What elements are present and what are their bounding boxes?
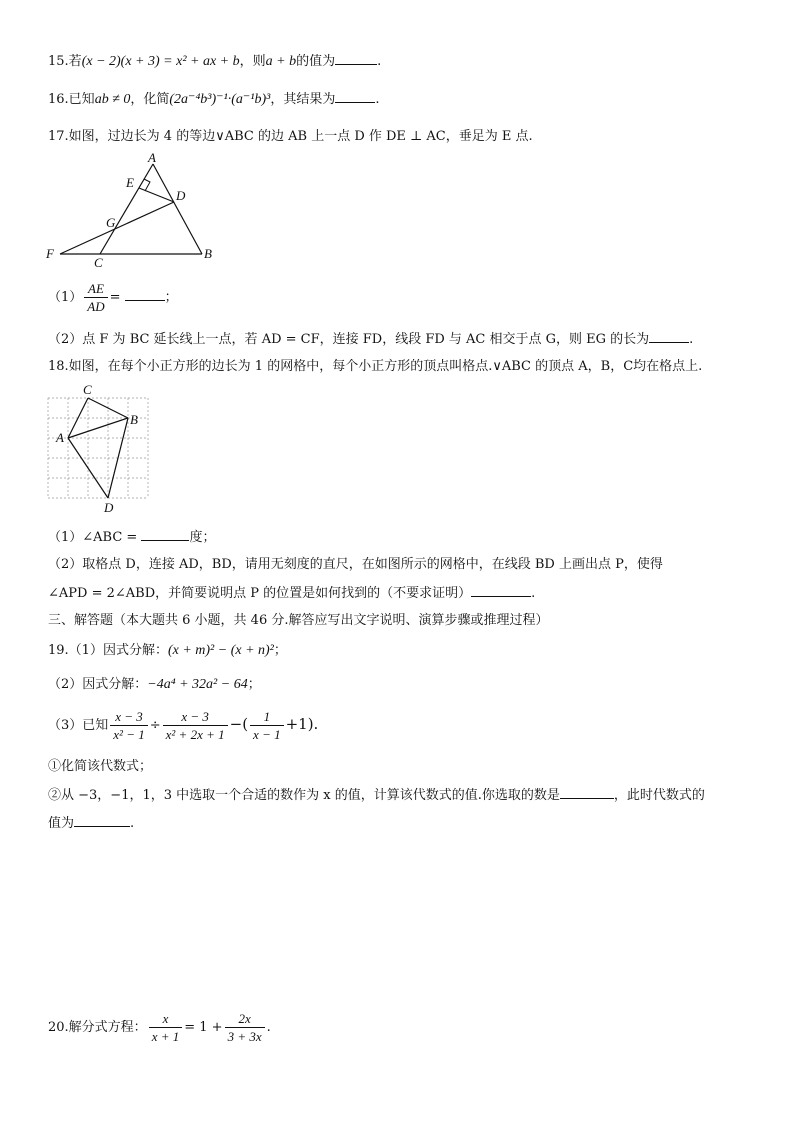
q15-mid: ，则 (239, 54, 266, 69)
q19-fraction-1 (110, 709, 147, 742)
q17-p2-answer-blank[interactable] (649, 330, 689, 343)
q19-p1-end: ； (273, 643, 287, 658)
q19-part3 (48, 706, 318, 744)
q20-eq: = 1 + (184, 1020, 223, 1035)
q17-triangle-figure (40, 150, 230, 268)
q19-op-minus: −( (229, 715, 249, 733)
q15-line: 15.若(x − 2)(x + 3) = x² + ax + b，则a + b的值为 . (48, 54, 382, 69)
q16-expression: (2a⁻⁴b³)⁻¹·(a⁻¹b)³ (169, 92, 271, 107)
q18-part2-line2: ∠APD = 2∠ABD，并简要说明点 P 的位置是如何找到的（不要求证明） . (48, 586, 536, 601)
q20-f2-numerator: 2x (238, 1011, 251, 1026)
q19-f3-denominator: x − 1 (250, 725, 284, 742)
q15-equation: (x − 2)(x + 3) = x² + ax + b (81, 54, 240, 69)
q20-fraction-1 (149, 1011, 183, 1044)
q17-p1-eq: = (109, 290, 121, 305)
q16-line: 16.已知ab ≠ 0，化简(2a⁻⁴b³)⁻¹·(a⁻¹b)³，其结果为 . (48, 92, 380, 107)
q17-label-e: E (126, 175, 134, 190)
q20-prefix: 20.解分式方程： (48, 1020, 147, 1035)
q17-label-f: F (46, 246, 54, 261)
q18-part1 (48, 528, 215, 547)
q19-sub2-line2-text: 值为 (48, 816, 75, 831)
q17-p1-numerator: AE (88, 281, 104, 296)
q20-f2-denominator: 3 + 3x (225, 1027, 265, 1044)
q19-p3-prefix: （3）已知 (48, 718, 109, 733)
q20-f1-numerator: x (162, 1011, 169, 1026)
q19-sub1: ①化简该代数式； (48, 759, 153, 774)
q19-sub2-mid: ，此时代数式的 (613, 788, 705, 803)
q18-label-c: C (83, 382, 92, 397)
q18-grid-figure (40, 380, 160, 514)
q16-condition: ab ≠ 0 (94, 92, 131, 107)
q19-p2-expression: −4a⁴ + 32a² − 64 (147, 677, 248, 692)
q17-label-a: A (148, 150, 156, 165)
q17-p1-label: （1） (48, 290, 83, 305)
q18-p2-line2-text: ∠APD = 2∠ABD，并简要说明点 P 的位置是如何找到的（不要求证明） (48, 586, 472, 601)
q19-f3-numerator: 1 (263, 709, 271, 724)
q19-p2-prefix: （2）因式分解： (48, 677, 148, 692)
q19-sub2 (48, 786, 705, 805)
q18-label-b: B (130, 412, 138, 427)
q16-mid: ，化简 (130, 92, 170, 107)
q15-ask: a + b (265, 54, 297, 69)
q19-sub2-blank-number[interactable] (560, 786, 614, 799)
q17-p1-fraction (84, 281, 107, 314)
q17-p1-answer-blank[interactable] (125, 288, 165, 301)
q19-op-div: ÷ (149, 718, 161, 733)
q19-tail: +1). (285, 715, 319, 733)
q18-text: 18.如图，在每个小正方形的边长为 1 的网格中，每个小正方形的顶点叫格点.∨ABC 的顶点 A，B，C均在格点上. (48, 359, 703, 374)
q19-sub2-line2: 值为 . (48, 816, 135, 831)
q17-text: 17.如图，过边长为 4 的等边∨ABC 的边 AB 上一点 D 作 DE ⊥ AC，垂足为 E 点. (48, 129, 533, 144)
q19-part2 (48, 676, 261, 694)
q19-p2-end: ； (247, 677, 261, 692)
q19-f1-denominator: x² − 1 (110, 725, 147, 742)
q19-sub2-text: ②从 −3，−1，1，3 中选取一个合适的数作为 x 的值，计算该代数式的值.你选取的数是 (48, 788, 560, 803)
q20-end: . (266, 1020, 271, 1035)
q18-label-d: D (104, 500, 114, 514)
q18-part2-line1: （2）取格点 D，连接 AD，BD，请用无刻度的直尺，在如图所示的网格中，在线段 BD 上画出点 P，使得 (48, 557, 663, 572)
q16-prefix: 16.已知 (48, 92, 95, 107)
q19-fraction-2 (163, 709, 228, 742)
q17-p1-denominator: AD (84, 297, 107, 314)
q19-f2-denominator: x² + 2x + 1 (163, 725, 228, 742)
q18-label-a: A (56, 430, 64, 445)
q17-part2: （2）点 F 为 BC 延长线上一点，若 AD = CF，连接 FD，线段 FD 与 AC 相交于点 G，则 EG 的长为 . (48, 332, 694, 347)
q17-p2-text: （2）点 F 为 BC 延长线上一点，若 AD = CF，连接 FD，线段 FD 与 AC 相交于点 G，则 EG 的长为 (48, 332, 650, 347)
q17-label-d: D (176, 188, 186, 203)
q19-p1-expression: (x + m)² − (x + n)² (167, 643, 274, 658)
q18-p1-answer-blank[interactable] (141, 528, 189, 541)
q17-label-c: C (94, 255, 103, 268)
q17-label-g: G (106, 215, 116, 230)
q16-answer-blank[interactable] (335, 90, 375, 103)
q16-suffix: ，其结果为 (270, 92, 336, 107)
q19-p1-prefix: 19.（1）因式分解： (48, 643, 168, 658)
q17-p1-end: ； (164, 290, 178, 305)
q20-f1-denominator: x + 1 (149, 1027, 183, 1044)
q17-part1 (48, 280, 178, 316)
q18-p2-answer-blank[interactable] (471, 584, 531, 597)
q20-line (48, 1010, 271, 1046)
section-3-heading: 三、解答题（本大题共 6 小题，共 46 分.解答应写出文字说明、演算步骤或推理过程） (48, 613, 549, 628)
q19-sub2-blank-value[interactable] (74, 814, 130, 827)
q19-fraction-3 (250, 709, 284, 742)
q17-label-b: B (204, 246, 212, 261)
q19-f1-numerator: x − 3 (115, 709, 143, 724)
q20-fraction-2 (225, 1011, 265, 1044)
q15-answer-blank[interactable] (335, 52, 377, 65)
q15-prefix: 15.若 (48, 54, 82, 69)
q19-part1 (48, 642, 287, 660)
q19-f2-numerator: x − 3 (181, 709, 209, 724)
q18-p1-suffix: 度； (189, 530, 216, 545)
q15-suffix: 的值为 (296, 54, 336, 69)
q18-p1-prefix: （1）∠ABC = (48, 530, 138, 545)
